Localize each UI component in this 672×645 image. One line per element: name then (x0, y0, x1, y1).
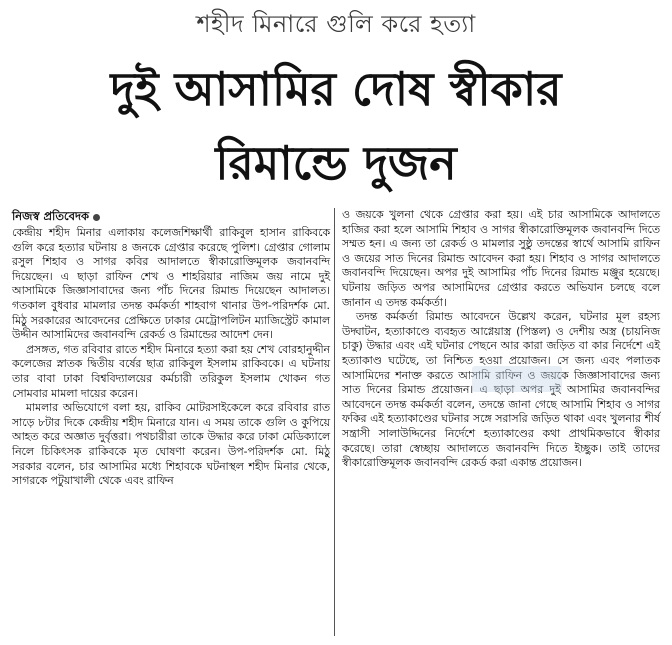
right-column (342, 208, 660, 471)
paragraph: প্রসঙ্গত, গত রবিবার রাতে শহীদ মিনারে হত্যা করা হয় শেখ বোরহানুদ্দীন কলেজের স্নাতক দ্বিতীয় বর্ষের ছাত্র রাকিবুল ইসলাম রাকিবকে। এ ঘটনায় তার বাবা ঢাকা বিশ্ববিদ্যালয়ের কর্মচারী তরিকুল ইসলাম খোকন গত সোমবার মামলা দায়ের করেন। (12, 342, 330, 400)
left-column (12, 226, 330, 489)
watermark-logo (472, 366, 562, 392)
headline-line-1: দুই আসামির দোষ স্বীকার (110, 62, 562, 116)
byline (12, 208, 100, 226)
kicker-line: শহীদ মিনারে গুলি করে হত্যা (196, 10, 476, 38)
byline-text: নিজস্ব প্রতিবেদক (12, 208, 90, 223)
headline-line-2: রিমান্ডে দুজন (215, 136, 457, 190)
paragraph: তদন্ত কর্মকর্তা রিমান্ড আবেদনে উল্লেখ করেন, ঘটনার মূল রহস্য উদ্ঘাটন, হত্যাকাণ্ডে ব্যবহৃত আগ্নেয়াস্ত্র (পিস্তল) ও দেশীয় অস্ত্র (চায়নিজ চাকু) উদ্ধার এবং এই ঘটনার পেছনে আর কারা জড়িত বা কার নির্দেশে এই হত্যাকাণ্ড ঘটেছে, তা নিশ্চিত হওয়া প্রয়োজন। সে জন্য এবং পলাতক আসামিদের শনাক্ত করতে আসামি রাফিন ও জয়কে জিজ্ঞাসাবাদের জন্য সাত দিনের রিমান্ড প্রয়োজন। এ ছাড়া অপর দুই আসামির জবানবন্দির আবেদনে তদন্ত কর্মকর্তা বলেন, তদন্তে জানা গেছে আসামি শিহাব ও সাগর ফকির এই হত্যাকাণ্ডের ঘটনার সঙ্গে সরাসরি জড়িত থাকা এবং খুলনার শীর্ষ সন্ত্রাসী সালাউদ্দিনের নির্দেশে হত্যাকাণ্ডের কথা প্রাথমিকভাবে স্বীকার করেছে। তারা স্বেচ্ছায় আদালতে জবানবন্দি দিতে ইচ্ছুক। তাই তাদের স্বীকারোক্তিমূলক জবানবন্দি রেকর্ড করা একান্ত প্রয়োজন। (342, 310, 660, 470)
bullet-icon (93, 214, 100, 221)
paragraph: ও জয়কে খুলনা থেকে গ্রেপ্তার করা হয়। এই চার আসামিকে আদালতে হাজির করা হলে আসামি শিহাব ও সাগর স্বীকারোক্তিমূলক জবানবন্দি দিতে সম্মত হন। এ জন্য তা রেকর্ড ও মামলার সুষ্ঠু তদন্তের স্বার্থে আসামি রাফিন ও জয়ের সাত দিনের রিমান্ড আবেদন করা হয়। শিহাব ও সাগর আদালতে জবানবন্দি দিয়েছেন। অপর দুই আসামির পাঁচ দিনের রিমান্ড মঞ্জুর হয়েছে। ঘটনায় জড়িত অপর আসামিদের গ্রেপ্তার করতে অভিযান চলছে বলে জানান এ তদন্ত কর্মকর্তা। (342, 208, 660, 309)
column-divider (334, 208, 335, 636)
paragraph: কেন্দ্রীয় শহীদ মিনার এলাকায় কলেজশিক্ষার্থী রাকিবুল হাসান রাকিবকে গুলি করে হত্যার ঘটনায় ৪ জনকে গ্রেপ্তার করেছে পুলিশ। গ্রেপ্তার গোলাম রসুল শিহাব ও সাগর কবির আদালতে স্বীকারোক্তিমূলক জবানবন্দি দিয়েছেন। এ ছাড়া রাফিন শেখ ও শাহরিয়ার নাজিম জয় নামে দুই আসামিকে জিজ্ঞাসাবাদের জন্য পাঁচ দিনের রিমান্ড দিয়েছেন আদালত। গতকাল বুধবার মামলার তদন্ত কর্মকর্তা শাহবাগ থানার উপ-পরিদর্শক মো. মিঠু সরকারের আবেদনের প্রেক্ষিতে ঢাকার মেট্রোপলিটন ম্যাজিস্ট্রেট কামাল উদ্দীন আসামিদের জবানবন্দি রেকর্ড ও রিমান্ডের আদেশ দেন। (12, 226, 330, 342)
paragraph: মামলার অভিযোগে বলা হয়, রাকিব মোটরসাইকেলে করে রবিবার রাত সাড়ে ৮টার দিকে কেন্দ্রীয় শহীদ মিনারে যান। এ সময় তাকে গুলি ও কুপিয়ে আহত করে অজ্ঞাত দুর্বৃত্তরা। পথচারীরা তাকে উদ্ধার করে ঢাকা মেডিক্যালে নিলে চিকিৎসক রাকিবকে মৃত ঘোষণা করেন। উপ-পরিদর্শক মো. মিঠু সরকার বলেন, চার আসামির মধ্যে শিহাবকে ঘটনাস্থল শহীদ মিনার থেকে, সাগরকে পটুয়াখালী থেকে এবং রাফিন (12, 401, 330, 488)
